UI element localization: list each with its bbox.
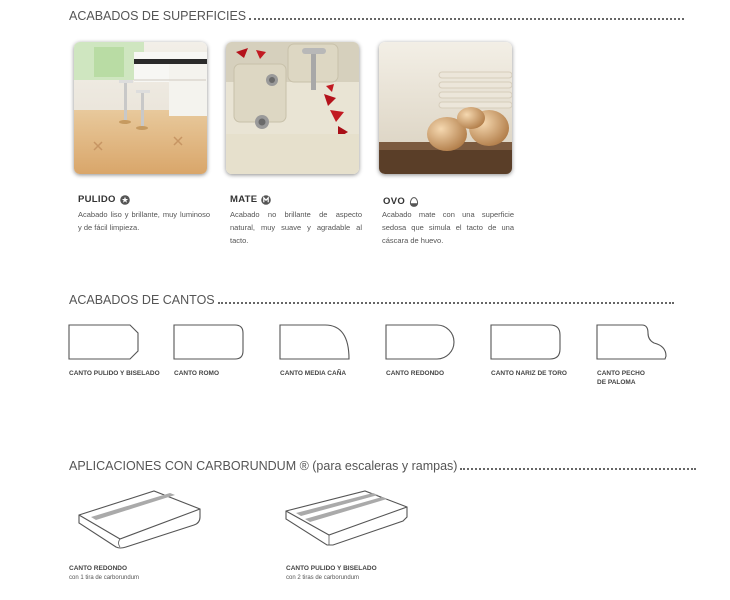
application-title: CANTO REDONDO [69,565,128,572]
finish-name-ovo [383,196,419,207]
application-subtitle: con 1 tira de carborundum [69,575,140,581]
section-title-surfaces-text: ACABADOS DE SUPERFICIES [69,9,247,23]
section-title-carborundum-text: APLICACIONES CON CARBORUNDUM ® (para escaleras y rampas) [69,459,458,473]
dotted-rule [218,302,674,304]
finish-name-pulido [78,194,130,205]
dotted-rule [460,468,696,470]
section-title-edges-text: ACABADOS DE CANTOS [69,293,215,307]
edge-label: CANTO MEDIA CAÑA [280,370,347,377]
photo-eggs [379,42,512,174]
photo-sink [226,42,359,174]
finish-name-mate [230,194,271,205]
application-subtitle: con 2 tiras de carborundum [286,575,360,581]
edge-label: CANTO PULIDO Y BISELADO [69,370,160,377]
edge-label: CANTO PECHO DE PALOMA [597,370,645,386]
photo-kitchen [74,42,207,174]
edge-profile-nariz-toro [490,322,562,362]
step-pulido-biselado-illustration [283,489,411,553]
edge-label: CANTO REDONDO [386,370,445,377]
section-title-edges [69,293,674,307]
finish-desc-mate: Acabado no brillante de aspecto natural, muy suave y agradable al tacto. [230,210,362,245]
edge-label: CANTO NARIZ DE TORO [491,370,567,377]
application-title: CANTO PULIDO Y BISELADO [286,565,377,572]
star-circle-icon [120,195,130,205]
edge-profile-redondo [385,322,457,362]
finish-name-text: MATE [230,194,258,205]
edge-profile-pecho-paloma [596,322,668,362]
edge-profile-romo [173,322,245,362]
step-redondo-illustration [76,489,204,553]
finish-desc-ovo: Acabado mate con una superficie sedosa que simula el tacto de una cáscara de huevo. [382,210,514,245]
finish-name-text: OVO [383,196,406,207]
section-title-surfaces [69,9,684,23]
edge-label: CANTO ROMO [174,370,220,377]
m-badge-icon [261,195,271,205]
section-title-carborundum [69,459,696,473]
finish-desc-pulido: Acabado liso y brillante, muy luminoso y de fácil limpieza. [78,210,210,232]
egg-icon [409,197,419,207]
edge-profile-media-cana [279,322,351,362]
dotted-rule [249,18,684,20]
finish-name-text: PULIDO [78,194,116,205]
edge-profile-pulido-biselado [68,322,140,362]
